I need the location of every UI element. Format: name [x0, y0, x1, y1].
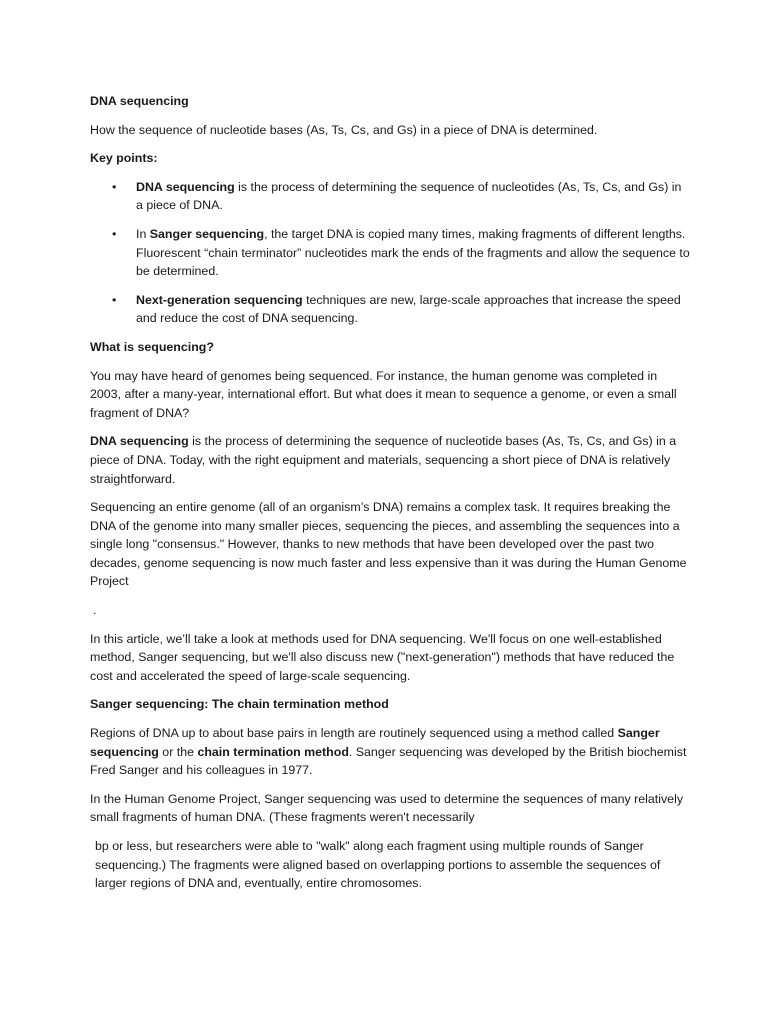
document-title: DNA sequencing	[90, 94, 189, 108]
paragraph: Sequencing an entire genome (all of an organism’s DNA) remains a complex task. It requires breaking the DNA of the genome into many smaller pieces, sequencing the pieces, and assembling the sequences into a single long "consensus." However, thanks to new methods that have been developed over the past two decades, genome sequencing is now much faster and less expensive than it was during the Human Genome Project	[90, 500, 687, 589]
key-points-heading: Key points:	[90, 151, 158, 166]
paragraph: You may have heard of genomes being sequenced. For instance, the human genome was completed in 2003, after a many-year, international effort. But what does it mean to sequence a genome, or even a small fragment of DNA?	[90, 368, 677, 420]
section-heading-sanger: Sanger sequencing: The chain termination method	[90, 697, 389, 712]
document-subtitle: How the sequence of nucleotide bases (As, Ts, Cs, and Gs) in a piece of DNA is determined.	[90, 122, 598, 137]
paragraph-text: or the	[158, 744, 198, 759]
key-points-list	[90, 178, 690, 328]
key-point-item	[90, 225, 690, 281]
bold-term: Sanger sequencing	[90, 726, 660, 759]
stray-dot: .	[93, 603, 97, 618]
paragraph	[90, 432, 690, 488]
section-heading-what-is-sequencing: What is sequencing?	[90, 339, 214, 354]
paragraph-text: is the process of determining the sequence of nucleotide bases (As, Ts, Cs, and Gs) in a piece of DNA. Today, with the right equipment and materials, sequencing a short piece of DNA is relatively straightforward.	[90, 434, 677, 486]
key-point-item	[90, 291, 690, 328]
key-point-term: Sanger sequencing	[149, 226, 265, 241]
key-point-term: DNA sequencing	[136, 179, 235, 194]
bullet-icon: •	[112, 292, 117, 307]
key-point-text: is the process of determining the sequence of nucleotides (As, Ts, Cs, and Gs) in a piece of DNA.	[136, 179, 682, 213]
bold-term: DNA sequencing	[90, 434, 189, 449]
key-point-pre: In	[136, 226, 150, 241]
bullet-icon: •	[112, 226, 117, 241]
paragraph	[90, 724, 690, 780]
paragraph: In the Human Genome Project, Sanger sequencing was used to determine the sequences of many relatively small fragments of human DNA. (These fragments weren't necessarily	[90, 791, 684, 825]
paragraph-text: Regions of DNA up to about base pairs in length are routinely sequenced using a method called	[90, 726, 618, 741]
bold-term: chain termination method	[197, 744, 349, 759]
paragraph: bp or less, but researchers were able to "walk" along each fragment using multiple rounds of Sanger sequencing.) The fragments were aligned based on overlapping portions to assemble the sequences of larger regions of DNA and, eventually, entire chromosomes.	[95, 839, 661, 891]
key-point-text: techniques are new, large-scale approaches that increase the speed and reduce the cost of DNA sequencing.	[136, 292, 681, 326]
document-page	[90, 92, 690, 903]
paragraph-text: . Sanger sequencing was developed by the British biochemist Fred Sanger and his colleagues in 1977.	[90, 744, 687, 778]
key-point-item	[90, 178, 690, 215]
key-point-text: , the target DNA is copied many times, making fragments of different lengths. Fluorescent “chain terminator” nucleotides mark the ends of the fragments and allow the sequence to be determined.	[136, 226, 690, 279]
bullet-icon: •	[112, 179, 117, 194]
key-point-term: Next-generation sequencing	[136, 292, 303, 307]
paragraph: In this article, we’ll take a look at methods used for DNA sequencing. We'll focus on one well-established method, Sanger sequencing, but we'll also discuss new ("next-generation") methods that have reduced the cost and accelerated the speed of large-scale sequencing.	[90, 631, 675, 683]
